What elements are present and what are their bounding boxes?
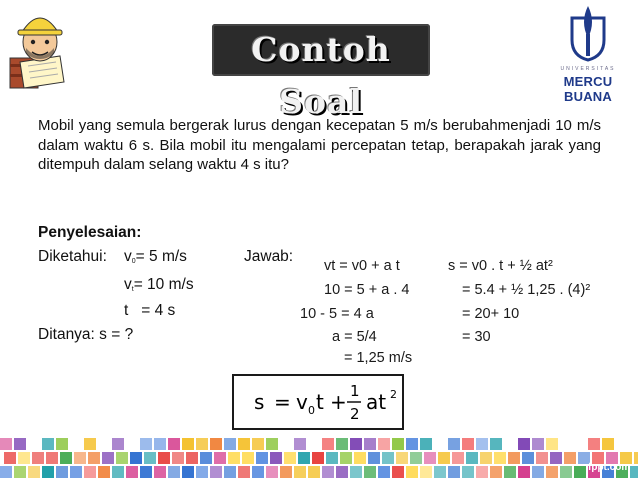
mosaic-tile: [550, 452, 562, 464]
construction-worker-icon: [2, 2, 74, 94]
asked-line: Ditanya: s = ?: [38, 326, 134, 343]
problem-text: Mobil yang semula bergerak lurus dengan kecepatan 5 m/s berubahmenjadi 10 m/s dalam waktu 6 s. Bila mobil itu mengalami percepatan tetap, berapakah jarak yang ditempuh dalam selang waktu 4 s itu?: [38, 117, 601, 173]
mosaic-tile: [536, 452, 548, 464]
mosaic-tile: [294, 466, 306, 478]
mosaic-tile: [102, 452, 114, 464]
mosaic-tile: [434, 466, 446, 478]
calc-step: = 30: [462, 329, 491, 345]
university-logo-icon: [568, 4, 608, 66]
svg-text:2: 2: [350, 405, 360, 423]
mosaic-tile: [154, 438, 166, 450]
mosaic-tile: [214, 452, 226, 464]
mosaic-tile: [60, 452, 72, 464]
distance-formula: [234, 376, 402, 428]
svg-text:t: t: [316, 390, 324, 414]
mosaic-tile: [266, 466, 278, 478]
svg-text:1: 1: [350, 382, 360, 400]
mosaic-tile: [406, 466, 418, 478]
svg-text:=: =: [274, 390, 291, 414]
mosaic-tile: [326, 452, 338, 464]
mosaic-tile: [280, 466, 292, 478]
mosaic-tile: [112, 438, 124, 450]
mosaic-tile: [242, 452, 254, 464]
mosaic-tile: [84, 438, 96, 450]
mosaic-tile: [504, 466, 516, 478]
mosaic-tile: [322, 466, 334, 478]
known-final-velocity: $v_t= 10$ m/s: [124, 276, 194, 293]
mosaic-tile: [634, 452, 638, 464]
known-time: t = 4 s: [124, 302, 176, 319]
mosaic-tile: [14, 438, 26, 450]
mosaic-tile: [252, 438, 264, 450]
calc-step: = 20+ 10: [462, 306, 520, 322]
mosaic-tile: [228, 452, 240, 464]
mosaic-tile: [630, 466, 638, 478]
watermark: fppt.com: [588, 462, 631, 473]
mosaic-tile: [56, 466, 68, 478]
mosaic-tile: [252, 466, 264, 478]
mosaic-tile: [322, 438, 334, 450]
mosaic-tile: [298, 452, 310, 464]
mosaic-tile: [508, 452, 520, 464]
mosaic-tile: [28, 466, 40, 478]
mosaic-tile: [336, 438, 348, 450]
mosaic-tile: [532, 438, 544, 450]
mosaic-tile: [588, 438, 600, 450]
mosaic-tile: [448, 438, 460, 450]
svg-text:v: v: [296, 390, 308, 414]
mosaic-tile: [186, 452, 198, 464]
mosaic-tile: [0, 466, 12, 478]
mosaic-tile: [476, 438, 488, 450]
mosaic-tile: [126, 466, 138, 478]
mosaic-tile: [490, 438, 502, 450]
mosaic-tile: [210, 466, 222, 478]
mosaic-tile: [364, 466, 376, 478]
mosaic-tile: [340, 452, 352, 464]
mosaic-tile: [42, 438, 54, 450]
mosaic-tile: [424, 452, 436, 464]
mosaic-tile: [84, 466, 96, 478]
mosaic-tile: [270, 452, 282, 464]
mosaic-tile: [438, 452, 450, 464]
mosaic-tile: [420, 438, 432, 450]
mosaic-tile: [154, 466, 166, 478]
svg-text:0: 0: [308, 404, 315, 417]
mosaic-tile: [312, 452, 324, 464]
logo-small-text: UNIVERSITAS: [560, 66, 616, 72]
mosaic-tile: [480, 452, 492, 464]
mosaic-tile: [462, 438, 474, 450]
mosaic-tile: [466, 452, 478, 464]
mosaic-tile: [56, 438, 68, 450]
mosaic-tile: [602, 438, 614, 450]
mosaic-tile: [560, 466, 572, 478]
known-label: Diketahui:: [38, 248, 107, 265]
mosaic-tile: [224, 466, 236, 478]
mosaic-tile: [564, 452, 576, 464]
mosaic-tile: [182, 466, 194, 478]
mosaic-tile: [392, 466, 404, 478]
mosaic-tile: [532, 466, 544, 478]
mosaic-tile: [406, 438, 418, 450]
svg-text:2: 2: [390, 388, 397, 401]
mosaic-tile: [210, 438, 222, 450]
mosaic-tile: [140, 466, 152, 478]
mosaic-tile: [168, 466, 180, 478]
slide-title: Contoh Soal: [251, 30, 391, 121]
mosaic-tile: [350, 438, 362, 450]
mosaic-tile: [42, 466, 54, 478]
mosaic-tile: [490, 466, 502, 478]
mosaic-tile: [88, 452, 100, 464]
mosaic-tile: [46, 452, 58, 464]
mosaic-tile: [410, 452, 422, 464]
mosaic-tile: [98, 466, 110, 478]
mosaic-tile: [368, 452, 380, 464]
mosaic-tile: [256, 452, 268, 464]
solution-heading: Penyelesaian:: [38, 224, 142, 241]
mosaic-tile: [546, 466, 558, 478]
mosaic-tile: [448, 466, 460, 478]
answer-label: Jawab:: [244, 248, 294, 265]
mosaic-tile: [196, 466, 208, 478]
mosaic-tile: [378, 438, 390, 450]
mosaic-tile: [382, 452, 394, 464]
mosaic-tile: [494, 452, 506, 464]
mosaic-tile: [70, 466, 82, 478]
svg-text:at: at: [366, 390, 387, 414]
mosaic-tile: [0, 438, 12, 450]
mosaic-tile: [518, 466, 530, 478]
calc-step: = 1,25 m/s: [344, 350, 413, 366]
formula-box: [232, 374, 404, 430]
mosaic-tile: [462, 466, 474, 478]
mosaic-tile: [364, 438, 376, 450]
decorative-mosaic-border: [0, 436, 638, 479]
mosaic-tile: [308, 466, 320, 478]
mosaic-tile: [284, 452, 296, 464]
calc-step: vt = v0 + a t: [324, 258, 400, 274]
mosaic-tile: [74, 452, 86, 464]
mosaic-tile: [112, 466, 124, 478]
mosaic-tile: [130, 452, 142, 464]
mosaic-tile: [196, 438, 208, 450]
mosaic-tile: [168, 438, 180, 450]
mosaic-tile: [336, 466, 348, 478]
known-initial-velocity: $v_0= 5$ m/s: [124, 248, 187, 265]
mosaic-tile: [172, 452, 184, 464]
mosaic-tile: [144, 452, 156, 464]
mosaic-tile: [396, 452, 408, 464]
mosaic-tile: [452, 452, 464, 464]
mosaic-tile: [238, 438, 250, 450]
mosaic-tile: [14, 466, 26, 478]
calc-step: = 5.4 + ½ 1,25 . (4)²: [462, 282, 591, 298]
mosaic-tile: [522, 452, 534, 464]
mosaic-tile: [18, 452, 30, 464]
mosaic-tile: [546, 438, 558, 450]
mosaic-tile: [4, 452, 16, 464]
calc-step: 10 - 5 = 4 a: [300, 306, 374, 322]
svg-text:+: +: [330, 390, 347, 414]
mosaic-tile: [266, 438, 278, 450]
mosaic-tile: [518, 438, 530, 450]
calc-step: s = v0 . t + ½ at²: [448, 258, 553, 274]
mosaic-tile: [182, 438, 194, 450]
mosaic-tile: [116, 452, 128, 464]
mosaic-tile: [392, 438, 404, 450]
mosaic-tile: [420, 466, 432, 478]
mosaic-tile: [378, 466, 390, 478]
mosaic-tile: [238, 466, 250, 478]
svg-text:s: s: [254, 390, 265, 414]
mosaic-tile: [140, 438, 152, 450]
calc-step: a = 5/4: [332, 329, 377, 345]
logo-name: MERCU BUANA: [563, 74, 613, 104]
mosaic-tile: [574, 466, 586, 478]
mosaic-tile: [158, 452, 170, 464]
mosaic-tile: [476, 466, 488, 478]
mosaic-tile: [224, 438, 236, 450]
mosaic-tile: [294, 438, 306, 450]
mosaic-tile: [354, 452, 366, 464]
mosaic-tile: [32, 452, 44, 464]
mosaic-tile: [200, 452, 212, 464]
calc-step: 10 = 5 + a . 4: [324, 282, 410, 298]
mosaic-tile: [350, 466, 362, 478]
